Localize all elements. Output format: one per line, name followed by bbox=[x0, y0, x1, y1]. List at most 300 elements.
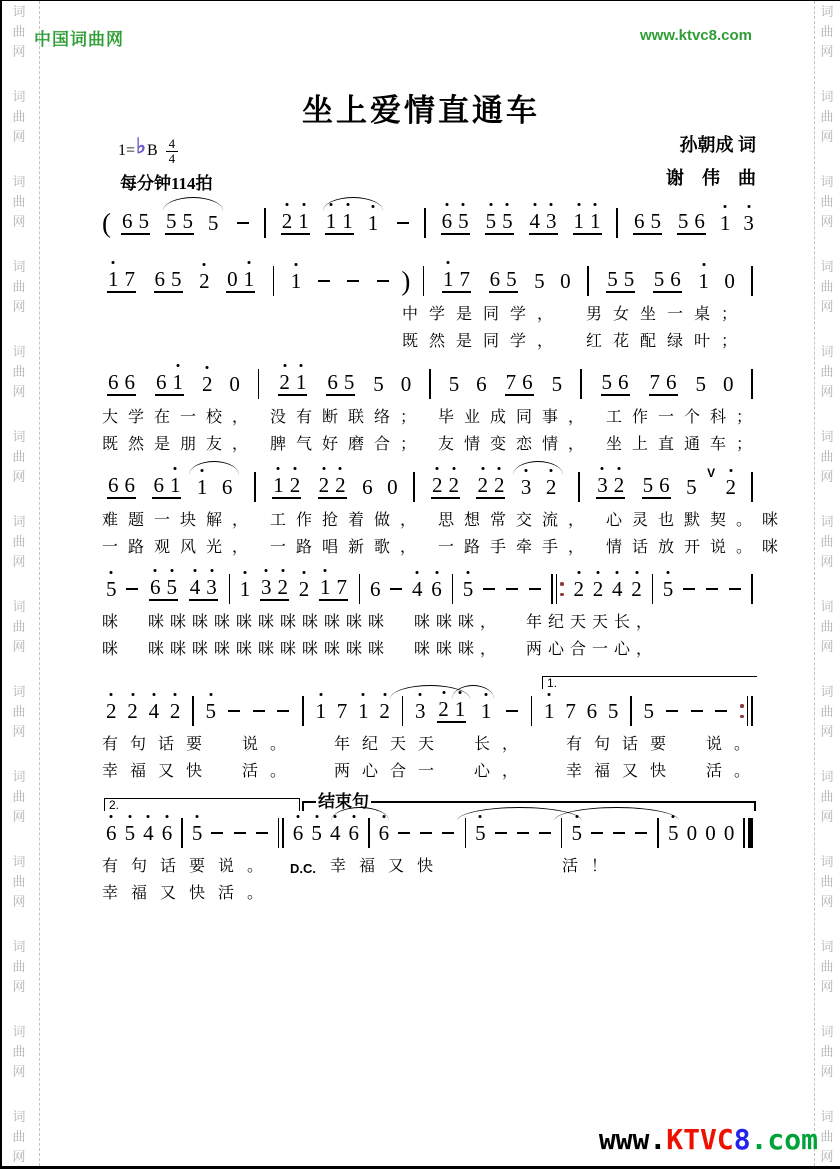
watermark-char: 网 bbox=[820, 1149, 834, 1164]
note-digit: 3 bbox=[261, 577, 272, 598]
ktvc8-logo-link[interactable] bbox=[599, 1123, 818, 1156]
duration-dash bbox=[237, 222, 249, 224]
watermark-char: 网 bbox=[12, 1149, 26, 1164]
beamed-note-group bbox=[573, 211, 602, 235]
note-digit: 1 bbox=[197, 477, 208, 498]
notation-tokens-4 bbox=[102, 467, 758, 507]
watermark-char: 曲 bbox=[12, 109, 26, 124]
lyric-segment: 工作一个科； bbox=[606, 409, 763, 426]
note bbox=[239, 576, 251, 601]
barline bbox=[561, 818, 563, 848]
watermark-char: 网 bbox=[820, 469, 834, 484]
note-digit: 6 bbox=[327, 370, 338, 394]
watermark-char: 词 bbox=[820, 684, 834, 699]
duration-dash bbox=[483, 588, 495, 590]
watermark-char: 词 bbox=[12, 854, 26, 869]
lyric-segment: 既然是同学， bbox=[402, 333, 565, 350]
note-digit: 5 bbox=[448, 371, 460, 396]
note bbox=[124, 820, 136, 845]
note bbox=[106, 820, 117, 845]
duration-dash bbox=[539, 832, 551, 834]
watermark-char: 词 bbox=[820, 344, 834, 359]
beamed-note-group bbox=[107, 269, 136, 293]
watermark-char: 曲 bbox=[820, 619, 834, 634]
note-digit: 1 bbox=[298, 211, 309, 232]
note-digit: 1 bbox=[320, 577, 331, 598]
note-digit: 2 bbox=[202, 374, 213, 395]
watermark-char: 网 bbox=[820, 809, 834, 824]
watermark-char: 网 bbox=[820, 639, 834, 654]
lyric-segment: 既然是朋友， bbox=[102, 436, 259, 453]
watermark-char: 词 bbox=[820, 1024, 834, 1039]
lyrics-line-2-verse-1 bbox=[102, 301, 758, 328]
watermark-char: 词 bbox=[12, 939, 26, 954]
watermark-char: 曲 bbox=[820, 1129, 834, 1144]
note-digit: 4 bbox=[143, 823, 154, 844]
beamed-note-group bbox=[319, 577, 348, 601]
watermark-char: 网 bbox=[820, 894, 834, 909]
watermark-char: 曲 bbox=[12, 789, 26, 804]
note-digit: 1 bbox=[244, 269, 255, 290]
note-digit: 6 bbox=[431, 579, 442, 600]
barline bbox=[264, 208, 266, 238]
lyric-segment: 有句话要 说。 bbox=[566, 736, 763, 753]
barline bbox=[258, 369, 260, 399]
notation-tokens-2 bbox=[102, 261, 758, 301]
duration-dash bbox=[591, 832, 603, 834]
barline bbox=[429, 369, 431, 399]
note-digit: 2 bbox=[299, 579, 310, 600]
note bbox=[196, 474, 208, 499]
note bbox=[362, 474, 373, 499]
barline bbox=[359, 574, 361, 604]
beamed-note-group bbox=[165, 211, 194, 235]
note-digit: 6 bbox=[124, 473, 135, 497]
note-digit: 1 bbox=[443, 269, 454, 290]
note-digit: 5 bbox=[643, 698, 655, 723]
note-digit: 6 bbox=[108, 473, 119, 497]
note-digit: 1 bbox=[720, 213, 731, 234]
barline bbox=[192, 696, 194, 726]
beamed-note-group bbox=[437, 699, 466, 723]
lyrics-line-4-verse-2 bbox=[102, 534, 789, 561]
note-digit: 7 bbox=[459, 267, 471, 291]
watermark-char: 词 bbox=[12, 429, 26, 444]
watermark-char: 词 bbox=[12, 684, 26, 699]
lyric-segment: 咪咪咪， bbox=[414, 641, 503, 658]
note-digit: 7 bbox=[505, 370, 517, 394]
beamed-note-group bbox=[642, 475, 671, 499]
right-rail-watermark bbox=[814, 5, 840, 1166]
note-digit: 2 bbox=[199, 271, 210, 292]
note-digit: 2 bbox=[106, 701, 117, 722]
note bbox=[695, 371, 706, 396]
note bbox=[367, 210, 379, 235]
beamed-note-group bbox=[272, 475, 301, 499]
duration-dash bbox=[529, 588, 541, 590]
lyrics-line-6-verse-1 bbox=[102, 731, 763, 758]
watermark-char: 词 bbox=[820, 5, 834, 19]
time-denominator: 4 bbox=[168, 151, 176, 166]
watermark-char: 词 bbox=[12, 174, 26, 189]
note-digit: 2 bbox=[432, 475, 443, 496]
beamed-note-group bbox=[152, 475, 181, 499]
lyric-segment: 中学是同学， bbox=[402, 306, 565, 323]
note-digit: 5 bbox=[601, 370, 613, 394]
note bbox=[631, 576, 642, 601]
note-digit: 1 bbox=[481, 701, 492, 722]
watermark-char: 网 bbox=[820, 724, 834, 739]
watermark-char: 词 bbox=[820, 769, 834, 784]
note-digit: 0 bbox=[722, 371, 734, 396]
duration-dash bbox=[683, 588, 695, 590]
note-digit: 1 bbox=[358, 701, 369, 722]
beamed-note-group bbox=[441, 211, 470, 235]
barline bbox=[616, 208, 618, 238]
song-title: 坐上爱情直通车 bbox=[302, 93, 540, 128]
watermark-char: 词 bbox=[820, 429, 834, 444]
note-digit: 2 bbox=[448, 475, 459, 496]
watermark-char: 词 bbox=[12, 599, 26, 614]
beamed-note-group bbox=[485, 211, 514, 235]
note-digit: 1 bbox=[240, 579, 251, 600]
note-digit: 3 bbox=[206, 577, 217, 598]
duration-dash bbox=[517, 832, 529, 834]
duration-dash bbox=[318, 280, 330, 282]
watermark-char: 网 bbox=[820, 214, 834, 229]
note-digit: 2 bbox=[127, 701, 138, 722]
watermark-char: 词 bbox=[820, 854, 834, 869]
note-digit: 6 bbox=[349, 823, 360, 844]
note bbox=[592, 576, 604, 601]
beamed-note-group bbox=[226, 269, 255, 293]
note bbox=[358, 698, 369, 723]
lyric-segment: 有句话要 说。 bbox=[102, 736, 299, 753]
watermark-char: 曲 bbox=[12, 619, 26, 634]
note bbox=[698, 268, 709, 293]
volta-2-bracket bbox=[104, 798, 300, 811]
note-digit: 5 bbox=[623, 267, 635, 291]
barline bbox=[273, 266, 275, 296]
note bbox=[221, 474, 233, 499]
watermark-char: 网 bbox=[12, 894, 26, 909]
notation-tokens-1 bbox=[102, 203, 758, 243]
note-digit: 6 bbox=[153, 473, 164, 497]
note-digit: 5 bbox=[572, 823, 583, 844]
watermark-char: 曲 bbox=[12, 534, 26, 549]
note bbox=[414, 698, 426, 723]
credits bbox=[666, 129, 756, 195]
final-barline bbox=[743, 818, 753, 848]
ending-bracket-left-line bbox=[302, 801, 316, 811]
watermark-char: 曲 bbox=[12, 24, 26, 39]
duration-dash bbox=[495, 832, 507, 834]
note-digit: 6 bbox=[659, 473, 670, 497]
beamed-note-group bbox=[606, 269, 635, 293]
beamed-note-group bbox=[649, 372, 678, 396]
watermark-char: 曲 bbox=[12, 279, 26, 294]
note-digit: 6 bbox=[221, 474, 233, 499]
note bbox=[161, 820, 173, 845]
beamed-note-group bbox=[260, 577, 289, 601]
lyrics-line-5-verse-1 bbox=[102, 609, 758, 636]
lyric-segment: 男女坐一桌； bbox=[586, 306, 749, 323]
note-digit: 3 bbox=[597, 475, 608, 496]
watermark-char: 词 bbox=[12, 514, 26, 529]
note-digit: 5 bbox=[165, 209, 177, 233]
lyric-segment: 咪 bbox=[102, 614, 125, 631]
notation-line-5 bbox=[102, 569, 758, 663]
lyric-segment: 一路手牵手， bbox=[438, 539, 595, 556]
beamed-note-group bbox=[653, 269, 682, 293]
note-digit: 6 bbox=[124, 370, 135, 394]
notation-tokens-7 bbox=[102, 813, 758, 853]
note bbox=[476, 371, 487, 396]
note-digit: 6 bbox=[154, 267, 166, 291]
note-digit: 5 bbox=[458, 211, 469, 232]
note bbox=[292, 820, 304, 845]
watermark-char: 词 bbox=[12, 344, 26, 359]
barline bbox=[531, 696, 533, 726]
beamed-note-group bbox=[278, 372, 307, 396]
note-digit: 2 bbox=[546, 477, 557, 498]
site-name-link[interactable]: 中国词曲网 bbox=[34, 30, 124, 49]
note bbox=[743, 210, 754, 235]
note-digit: 0 bbox=[723, 820, 735, 845]
note-digit: 5 bbox=[182, 209, 193, 233]
note-digit: 3 bbox=[743, 213, 754, 234]
note bbox=[551, 371, 563, 396]
duration-dash bbox=[234, 832, 246, 834]
lyric-segment: 一路观风光， bbox=[102, 539, 259, 556]
note-digit: 7 bbox=[565, 698, 576, 723]
barline bbox=[278, 818, 284, 848]
flat-sign: ♭ bbox=[136, 133, 146, 158]
notation-tokens-5 bbox=[102, 569, 758, 609]
watermark-char: 网 bbox=[12, 384, 26, 399]
beamed-note-group bbox=[149, 577, 178, 601]
watermark-char: 词 bbox=[820, 514, 834, 529]
note bbox=[571, 820, 583, 845]
begin-repeat-barline bbox=[551, 574, 564, 604]
barline bbox=[580, 369, 582, 399]
beamed-note-group bbox=[505, 372, 534, 396]
barline bbox=[630, 696, 632, 726]
note-digit: 3 bbox=[546, 211, 557, 232]
watermark-char: 词 bbox=[820, 89, 834, 104]
note-digit: 2 bbox=[494, 475, 505, 496]
site-url-link[interactable]: www.ktvc8.com bbox=[640, 27, 752, 44]
watermark-char: 词 bbox=[12, 5, 26, 19]
note bbox=[431, 576, 442, 601]
note-digit: 0 bbox=[400, 371, 412, 396]
note bbox=[723, 820, 735, 845]
key-letter: B bbox=[146, 142, 158, 159]
beamed-note-group bbox=[189, 577, 218, 601]
note-digit: 0 bbox=[705, 820, 716, 845]
note bbox=[686, 820, 698, 845]
note-digit: 4 bbox=[412, 579, 423, 600]
barline bbox=[423, 266, 425, 296]
left-rail-divider bbox=[39, 1, 40, 1166]
duration-dash bbox=[253, 710, 265, 712]
note bbox=[205, 698, 216, 723]
watermark-char: 网 bbox=[12, 979, 26, 994]
lyric-segment: 有句话要说。 bbox=[102, 858, 277, 875]
note-digit: 1 bbox=[315, 701, 326, 722]
note-digit: 6 bbox=[379, 823, 390, 844]
watermark-char: 网 bbox=[12, 639, 26, 654]
note-digit: 5 bbox=[125, 823, 136, 844]
duration-dash bbox=[420, 832, 432, 834]
note bbox=[348, 820, 360, 845]
note bbox=[725, 474, 737, 499]
beamed-note-group bbox=[596, 475, 625, 499]
note-digit: 5 bbox=[650, 209, 661, 233]
note bbox=[127, 698, 138, 723]
watermark-char: 曲 bbox=[820, 109, 834, 124]
barline bbox=[368, 818, 370, 848]
watermark-char: 曲 bbox=[820, 24, 834, 39]
note-digit: 5 bbox=[677, 209, 689, 233]
note-digit: 5 bbox=[663, 579, 674, 600]
lyric-segment: 咪咪咪咪咪咪咪咪咪咪咪 bbox=[148, 614, 391, 631]
watermark-char: 网 bbox=[12, 809, 26, 824]
note bbox=[462, 576, 474, 601]
note-digit: 1 bbox=[342, 211, 353, 232]
breath-mark: V bbox=[707, 466, 716, 480]
note bbox=[448, 371, 460, 396]
beamed-note-group bbox=[281, 211, 310, 235]
note bbox=[705, 820, 716, 845]
barline bbox=[254, 472, 256, 502]
note-digit: 5 bbox=[686, 474, 697, 499]
note-digit: 1 bbox=[698, 271, 709, 292]
end-repeat-barline bbox=[740, 696, 753, 726]
beamed-note-group bbox=[154, 269, 183, 293]
note bbox=[724, 268, 735, 293]
volta-2-label: 2. bbox=[109, 798, 120, 812]
lyric-segment: 幸福又快活。 bbox=[102, 885, 277, 902]
note bbox=[148, 698, 160, 723]
lyrics-line-7-verse-2 bbox=[102, 880, 758, 907]
note bbox=[412, 576, 423, 601]
note bbox=[315, 698, 326, 723]
duration-dash bbox=[390, 588, 402, 590]
watermark-char: 曲 bbox=[12, 1129, 26, 1144]
watermark-char: 词 bbox=[12, 89, 26, 104]
note-digit: 6 bbox=[370, 576, 381, 601]
lyric-segment: 红花配绿叶； bbox=[586, 333, 749, 350]
note bbox=[565, 698, 576, 723]
duration-dash bbox=[635, 832, 647, 834]
note-digit: 1 bbox=[291, 271, 302, 292]
watermark-char: 曲 bbox=[12, 959, 26, 974]
right-rail-divider bbox=[814, 1, 815, 1166]
note bbox=[719, 210, 731, 235]
dc-marking: D.C. bbox=[290, 861, 317, 876]
lyricist-credit: 孙朝成 词 bbox=[679, 135, 756, 155]
note-digit: 2 bbox=[438, 699, 449, 720]
note-digit: 4 bbox=[149, 701, 160, 722]
note bbox=[298, 576, 310, 601]
note-digit: 5 bbox=[311, 823, 322, 844]
beamed-note-group bbox=[489, 269, 518, 293]
note-digit: 6 bbox=[522, 370, 533, 394]
watermark-char: 曲 bbox=[820, 874, 834, 889]
note-digit: 4 bbox=[190, 577, 201, 598]
note-digit: 0 bbox=[686, 820, 698, 845]
barline bbox=[652, 574, 654, 604]
note-digit: 7 bbox=[336, 698, 348, 723]
lyric-segment: 难题一块解， bbox=[102, 512, 259, 529]
watermark-char: 网 bbox=[12, 469, 26, 484]
note-digit: 5 bbox=[343, 370, 355, 394]
note-digit: 1 bbox=[326, 211, 337, 232]
watermark-char: 网 bbox=[12, 214, 26, 229]
note bbox=[544, 698, 555, 723]
lyric-segment: 幸福又快 活。 bbox=[566, 763, 763, 780]
duration-dash bbox=[211, 832, 223, 834]
logo-eight: 8 bbox=[733, 1123, 751, 1156]
note bbox=[229, 371, 240, 396]
beamed-note-group bbox=[121, 211, 150, 235]
watermark-char: 曲 bbox=[820, 279, 834, 294]
note-digit: 1 bbox=[455, 699, 466, 720]
watermark-char: 网 bbox=[12, 299, 26, 314]
note-digit: 2 bbox=[614, 475, 625, 496]
beamed-note-group bbox=[107, 475, 136, 499]
watermark-char: 曲 bbox=[12, 704, 26, 719]
barline bbox=[181, 818, 183, 848]
lyrics-line-3-verse-2 bbox=[102, 431, 763, 458]
note-digit: 2 bbox=[282, 211, 293, 232]
watermark-char: 网 bbox=[820, 129, 834, 144]
barline bbox=[413, 472, 415, 502]
note-digit: 6 bbox=[618, 370, 629, 394]
note-digit: 6 bbox=[362, 474, 373, 499]
beamed-note-group bbox=[431, 475, 460, 499]
watermark-char: 网 bbox=[12, 1064, 26, 1079]
watermark-char: 词 bbox=[12, 1024, 26, 1039]
watermark-char: 曲 bbox=[820, 1044, 834, 1059]
barline bbox=[751, 369, 753, 399]
beamed-note-group bbox=[155, 372, 184, 396]
note-digit: 2 bbox=[335, 475, 346, 496]
duration-dash bbox=[347, 280, 359, 282]
watermark-char: 词 bbox=[820, 599, 834, 614]
lyric-segment: 没有断联络； bbox=[270, 409, 427, 426]
note bbox=[722, 371, 734, 396]
lyric-segment: 大学在一校， bbox=[102, 409, 259, 426]
note bbox=[106, 698, 117, 723]
note-digit: 1 bbox=[273, 475, 284, 496]
ending-bracket-right-line bbox=[371, 801, 756, 811]
note-digit: 2 bbox=[319, 475, 330, 496]
watermark-char: 曲 bbox=[820, 449, 834, 464]
lyric-segment: 咪咪咪咪咪咪咪咪咪咪咪 bbox=[148, 641, 391, 658]
note-digit: 2 bbox=[379, 701, 390, 722]
note-digit: 4 bbox=[612, 579, 623, 600]
note-digit: 5 bbox=[486, 211, 497, 232]
barline bbox=[302, 696, 304, 726]
barline bbox=[751, 472, 753, 502]
note-digit: 5 bbox=[192, 823, 203, 844]
composer-credit: 谢 伟 曲 bbox=[666, 168, 756, 188]
barline bbox=[751, 574, 753, 604]
notation-line-7 bbox=[102, 792, 758, 907]
duration-dash bbox=[377, 280, 389, 282]
